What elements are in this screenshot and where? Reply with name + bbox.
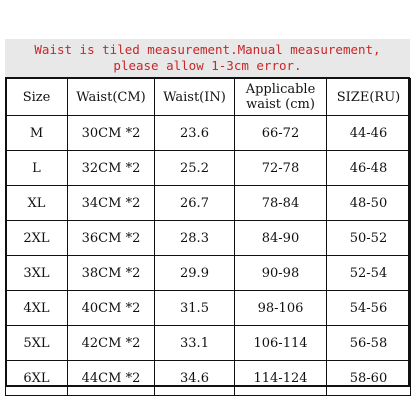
- table-row: [6, 151, 411, 186]
- header-applicable-waist: [235, 79, 327, 116]
- cell-applicable-waist: 72-78: [235, 151, 327, 186]
- header-waist-cm: Waist(CM): [68, 79, 155, 116]
- table-body: [6, 116, 411, 396]
- cell-size: M: [6, 116, 68, 151]
- cell-size-ru: 58-60: [327, 361, 411, 396]
- notice-line-2: please allow 1-3cm error.: [113, 58, 302, 73]
- table-row: [6, 291, 411, 326]
- header-size-ru: SIZE(RU): [327, 79, 411, 116]
- cell-applicable-waist: 106-114: [235, 326, 327, 361]
- measurement-notice: [5, 39, 410, 78]
- cell-size-ru: 54-56: [327, 291, 411, 326]
- cell-waist-in: 25.2: [155, 151, 235, 186]
- cell-waist-cm: 42CM *2: [68, 326, 155, 361]
- header-applicable-line-2: waist (cm): [246, 97, 315, 112]
- cell-applicable-waist: 90-98: [235, 256, 327, 291]
- cell-size: 2XL: [6, 221, 68, 256]
- cell-waist-in: 31.5: [155, 291, 235, 326]
- table-row: [6, 186, 411, 221]
- cell-size-ru: 50-52: [327, 221, 411, 256]
- size-table: [5, 78, 411, 396]
- cell-waist-in: 23.6: [155, 116, 235, 151]
- header-waist-in: Waist(IN): [155, 79, 235, 116]
- table-row: [6, 361, 411, 396]
- table-row: [6, 116, 411, 151]
- cell-waist-cm: 32CM *2: [68, 151, 155, 186]
- header-size: Size: [6, 79, 68, 116]
- cell-waist-cm: 40CM *2: [68, 291, 155, 326]
- cell-size: L: [6, 151, 68, 186]
- cell-size: 3XL: [6, 256, 68, 291]
- table-header-row: [6, 79, 411, 116]
- cell-size: XL: [6, 186, 68, 221]
- cell-waist-in: 34.6: [155, 361, 235, 396]
- cell-waist-in: 29.9: [155, 256, 235, 291]
- cell-size: 4XL: [6, 291, 68, 326]
- cell-size: 6XL: [6, 361, 68, 396]
- cell-waist-cm: 34CM *2: [68, 186, 155, 221]
- notice-line-1: Waist is tiled measurement.Manual measurement,: [34, 42, 381, 57]
- cell-size-ru: 52-54: [327, 256, 411, 291]
- cell-waist-cm: 38CM *2: [68, 256, 155, 291]
- cell-waist-in: 28.3: [155, 221, 235, 256]
- header-applicable-line-1: Applicable: [245, 82, 316, 97]
- table-row: [6, 326, 411, 361]
- cell-waist-cm: 36CM *2: [68, 221, 155, 256]
- cell-applicable-waist: 114-124: [235, 361, 327, 396]
- cell-waist-cm: 30CM *2: [68, 116, 155, 151]
- cell-waist-in: 33.1: [155, 326, 235, 361]
- cell-size-ru: 44-46: [327, 116, 411, 151]
- cell-waist-in: 26.7: [155, 186, 235, 221]
- cell-applicable-waist: 84-90: [235, 221, 327, 256]
- cell-applicable-waist: 66-72: [235, 116, 327, 151]
- cell-waist-cm: 44CM *2: [68, 361, 155, 396]
- table-row: [6, 221, 411, 256]
- cell-applicable-waist: 98-106: [235, 291, 327, 326]
- cell-size-ru: 56-58: [327, 326, 411, 361]
- cell-applicable-waist: 78-84: [235, 186, 327, 221]
- cell-size-ru: 46-48: [327, 151, 411, 186]
- cell-size: 5XL: [6, 326, 68, 361]
- table-row: [6, 256, 411, 291]
- cell-size-ru: 48-50: [327, 186, 411, 221]
